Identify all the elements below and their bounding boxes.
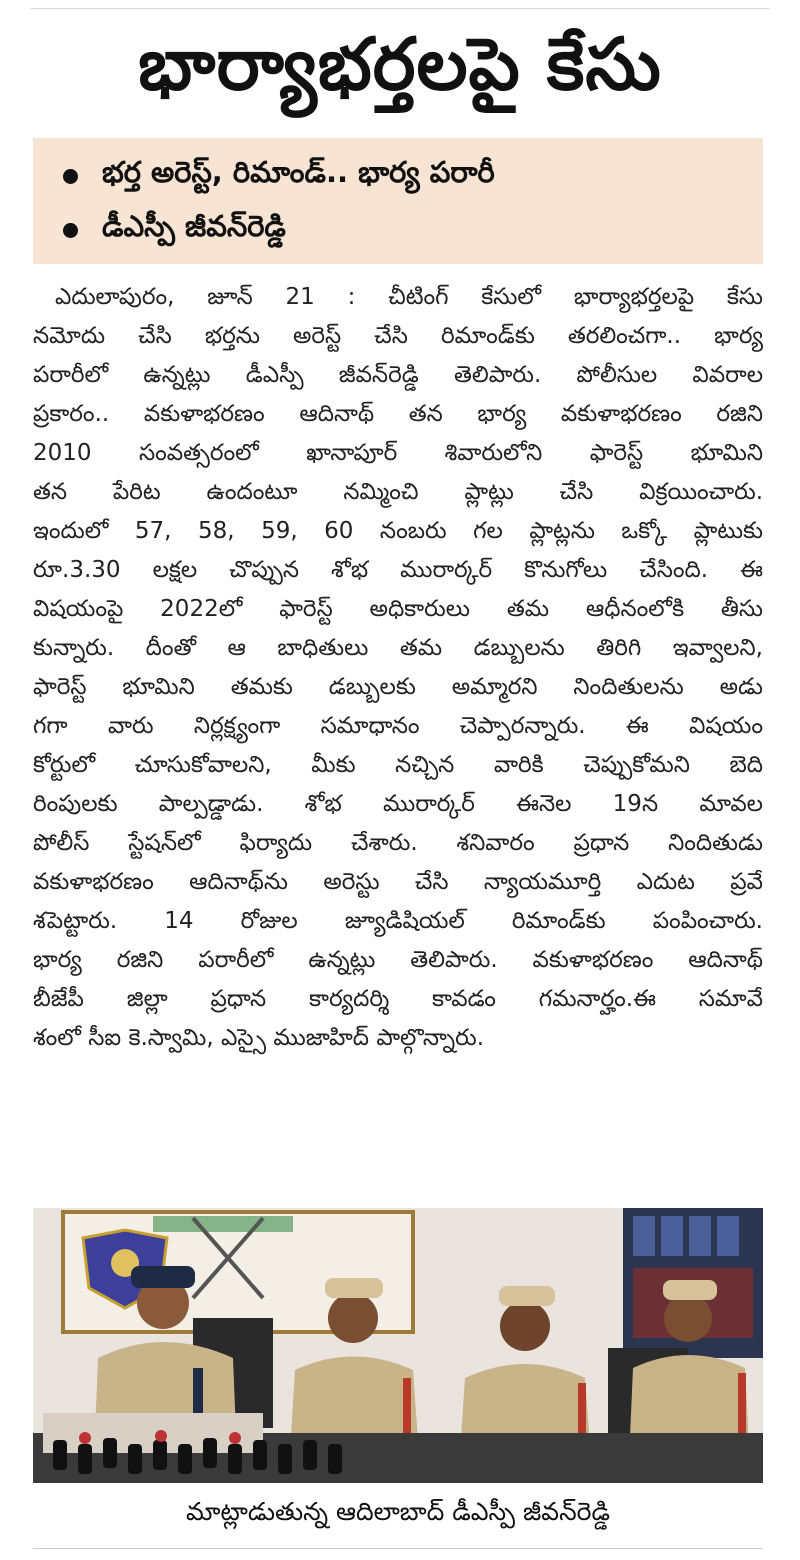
body-line: తన పేరిట ఉందంటూ నమ్మించి ప్లాట్లు చేసి విక్రయించారు. — [33, 479, 763, 505]
body-line: బీజేపీ జిల్లా ప్రధాన కార్యదర్శి కావడం గమనార్హం.ఈ సమావే — [33, 986, 763, 1012]
body-line: గగా వారు నిర్లక్ష్యంగా సమాధానం చెప్పారన్నారు. ఈ విషయం — [33, 713, 763, 739]
bullet-icon — [63, 169, 78, 184]
subhead-box — [33, 138, 763, 264]
body-line: రూ.3.30 లక్షల చొప్పున శోభ మురార్కర్ కొనుగోలు చేసింది. ఈ — [33, 557, 763, 583]
body-line: కోర్టులో చూసుకోవాలని, మీకు నచ్చిన వారికి చెప్పుకోమని బెది — [33, 752, 763, 778]
body-line: రింపులకు పాల్పడ్డాడు. శోభ మురార్కర్ ఈనెల 19న మావల — [33, 791, 763, 817]
body-line: ఇందులో 57, 58, 59, 60 నంబరు గల ప్లాట్లను ఒక్కో ప్లాటుకు — [33, 518, 763, 544]
body-line: వకుళాభరణం ఆదినాథ్‌ను అరెస్టు చేసి న్యాయమూర్తి ఎదుట ప్రవే — [33, 869, 763, 895]
bottom-rule — [33, 1548, 763, 1549]
subhead-item — [33, 150, 763, 202]
photo-image — [33, 1208, 763, 1483]
subhead-text: భర్త అరెస్ట్, రిమాండ్.. భార్య పరారీ — [102, 155, 495, 189]
subhead-text: డీఎస్పీ జీవన్‌రెడ్డి — [102, 209, 286, 243]
body-line: ఎదులాపురం, జూన్ 21 : చీటింగ్ కేసులో భార్యాభర్తలపై కేసు — [55, 284, 763, 310]
headline: భార్యాభర్తలపై కేసు — [138, 21, 662, 106]
body-line: పరారీలో ఉన్నట్లు డీఎస్పీ జీవన్‌రెడ్డి తెలిపారు. పోలీసుల వివరాల — [33, 362, 763, 388]
body-line: పోలీస్ స్టేషన్‌లో ఫిర్యాదు చేశారు. శనివారం ప్రధాన నిందితుడు — [33, 830, 763, 856]
top-rule — [30, 8, 770, 9]
body-line: శపెట్టారు. 14 రోజుల జ్యూడిషియల్ రిమాండ్‌కు పంపించారు. — [33, 908, 763, 934]
body-line: విషయంపై 2022లో ఫారెస్ట్ అధికారులు తమ ఆధీనంలోకి తీసు — [33, 596, 763, 622]
body-line: కున్నారు. దీంతో ఆ బాధితులు తమ డబ్బులను తిరిగి ఇవ్వాలని, — [33, 635, 763, 661]
photo-caption: మాట్లాడుతున్న ఆదిలాబాద్ డీఎస్పీ జీవన్‌రెడ్డి — [186, 1497, 610, 1526]
body-line: భార్య రజిని పరారీలో ఉన్నట్లు తెలిపారు. వకుళాభరణం ఆదినాథ్ — [33, 947, 763, 973]
body-line: 2010 సంవత్సరంలో ఖానాపూర్ శివారులోని ఫారెస్ట్ భూమిని — [33, 440, 763, 466]
body-line: ఫారెస్ట్ భూమిని తమకు డబ్బులకు అమ్మారని నిందితులను అడు — [33, 674, 763, 700]
body-line: శంలో సీఐ కె.స్వామి, ఎస్సై ముజాహిద్ పాల్గొన్నారు. — [33, 1025, 485, 1051]
body-line: ప్రకారం.. వకుళాభరణం ఆదినాథ్ తన భార్య వకుళాభరణం రజిని — [33, 401, 763, 427]
subhead-item — [33, 204, 763, 256]
article-body — [33, 278, 763, 1058]
press-conference-photo — [33, 1208, 763, 1483]
body-line: నమోదు చేసి భర్తను అరెస్ట్ చేసి రిమాండ్‌కు తరలించగా.. భార్య — [33, 323, 763, 349]
bullet-icon — [63, 223, 78, 238]
